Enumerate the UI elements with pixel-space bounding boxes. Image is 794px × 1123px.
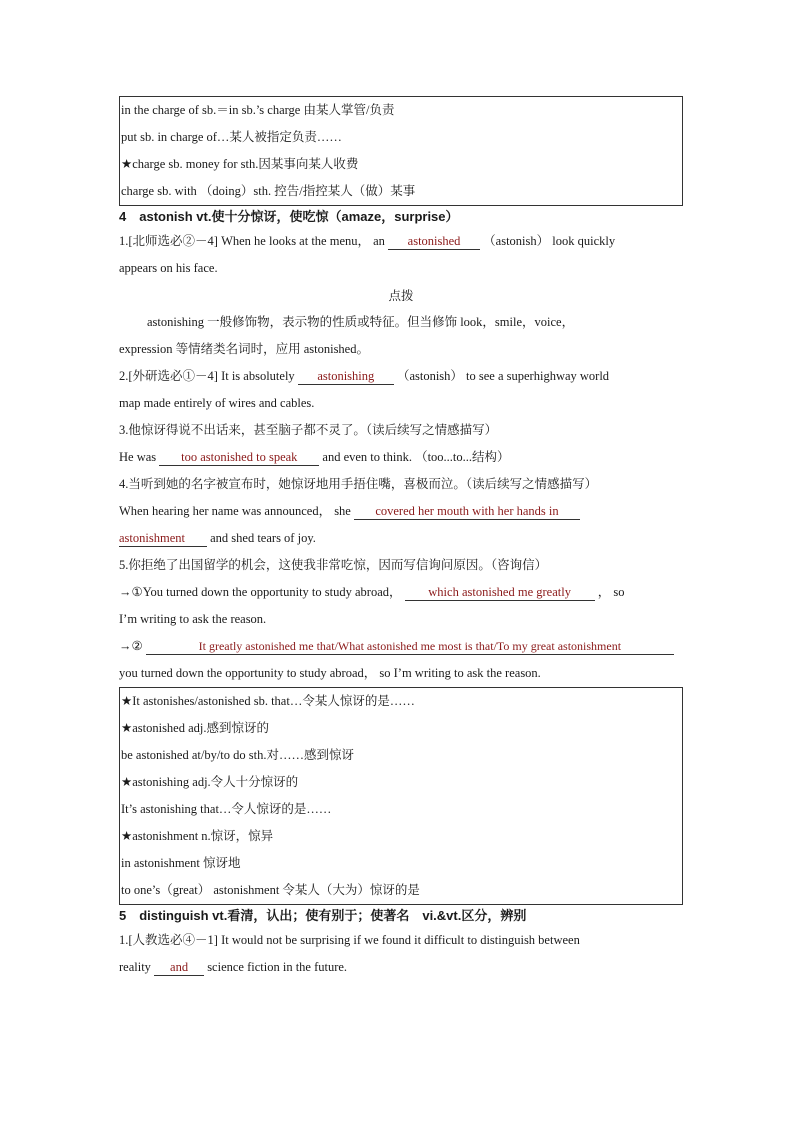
note-line: ★astonished adj.感到惊讶的 [121,721,269,735]
q1-line-a: 1.[北师选必②－4] When he looks at the menu， an astonished （astonish） look quickly [119,234,616,248]
answer-blank: astonished [388,233,480,250]
answer-blank: which astonished me greatly [405,584,595,601]
q4-line-b: When hearing her name was announced， she covered her mouth with her hands in [119,498,683,525]
page [119,96,683,981]
answer-blank: covered her mouth with her hands in [354,503,580,520]
note-line: It’s astonishing that…令人惊讶的是…… [121,802,332,816]
s5-q1-line-a: 1.[人教选必④－1] It would not be surprising if we found it difficult to distinguish between [119,933,580,947]
note-line: ★astonishment n.惊讶，惊异 [121,829,274,843]
note-line: put sb. in charge of…某人被指定负责…… [121,130,342,144]
section-4-heading: 4 astonish vt.使十分惊讶，使吃惊（amaze，surprise） [119,209,459,224]
note-line: be astonished at/by/to do sth.对……感到惊讶 [121,748,354,762]
notes-box-charge [119,96,683,206]
q5-line-d: →② It greatly astonished me that/What astonished me most is that/To my great astonishment [119,633,683,660]
note-line: to one’s（great） astonishment 令某人（大为）惊讶的是 [121,883,420,897]
q3-line-a: 3.他惊讶得说不出话来，甚至脑子都不灵了。（读后续写之情感描写） [119,423,498,437]
q5-line-c: I’m writing to ask the reason. [119,612,267,626]
q2-line-b: map made entirely of wires and cables. [119,396,315,410]
q5-line-e: you turned down the opportunity to study abroad， so I’m writing to ask the reason. [119,666,541,680]
q5-line-b: →①You turned down the opportunity to study abroad， which astonished me greatly ， so [119,585,625,599]
section-5-heading: 5 distinguish vt.看清，认出；使有别于；使著名 vi.&vt.区分，辨别 [119,908,527,923]
note-line: in astonishment 惊讶地 [121,856,241,870]
answer-blank: too astonished to speak [159,449,319,466]
q5-line-a: 5.你拒绝了出国留学的机会，这使我非常吃惊，因而写信询问原因。（咨询信） [119,558,548,572]
q3-line-b: He was too astonished to speak and even to think. （too...to...结构） [119,450,510,464]
note-line: charge sb. with （doing）sth. 控告/指控某人（做）某事 [121,184,416,198]
q2-line-a: 2.[外研选必①－4] It is absolutely astonishing （astonish） to see a superhighway world [119,369,610,383]
tip-line: astonishing 一般修饰物，表示物的性质或特征。但当修饰 look，smile，voice， [147,315,575,329]
note-line: in the charge of sb.＝in sb.’s charge 由某人掌管/负责 [121,103,395,117]
q4-line-a: 4.当听到她的名字被宣布时，她惊讶地用手捂住嘴，喜极而泣。（读后续写之情感描写） [119,477,598,491]
answer-blank: It greatly astonished me that/What astonished me most is that/To my great astonishment [146,638,674,655]
note-line: ★It astonishes/astonished sb. that…令某人惊讶的是…… [121,694,415,708]
tip-title: 点拨 [388,288,414,303]
notes-box-astonish [119,687,683,905]
tip-line: expression 等情绪类名词时，应用 astonished。 [119,342,369,356]
note-line: ★charge sb. money for sth.因某事向某人收费 [121,157,359,171]
answer-blank: astonishing [298,368,394,385]
answer-blank: and [154,959,204,976]
q1-line-b: appears on his face. [119,261,218,275]
s5-q1-line-b: reality and science fiction in the future. [119,960,348,974]
q4-line-c: astonishment and shed tears of joy. [119,531,316,545]
answer-blank: astonishment [119,530,207,547]
note-line: ★astonishing adj.令人十分惊讶的 [121,775,299,789]
